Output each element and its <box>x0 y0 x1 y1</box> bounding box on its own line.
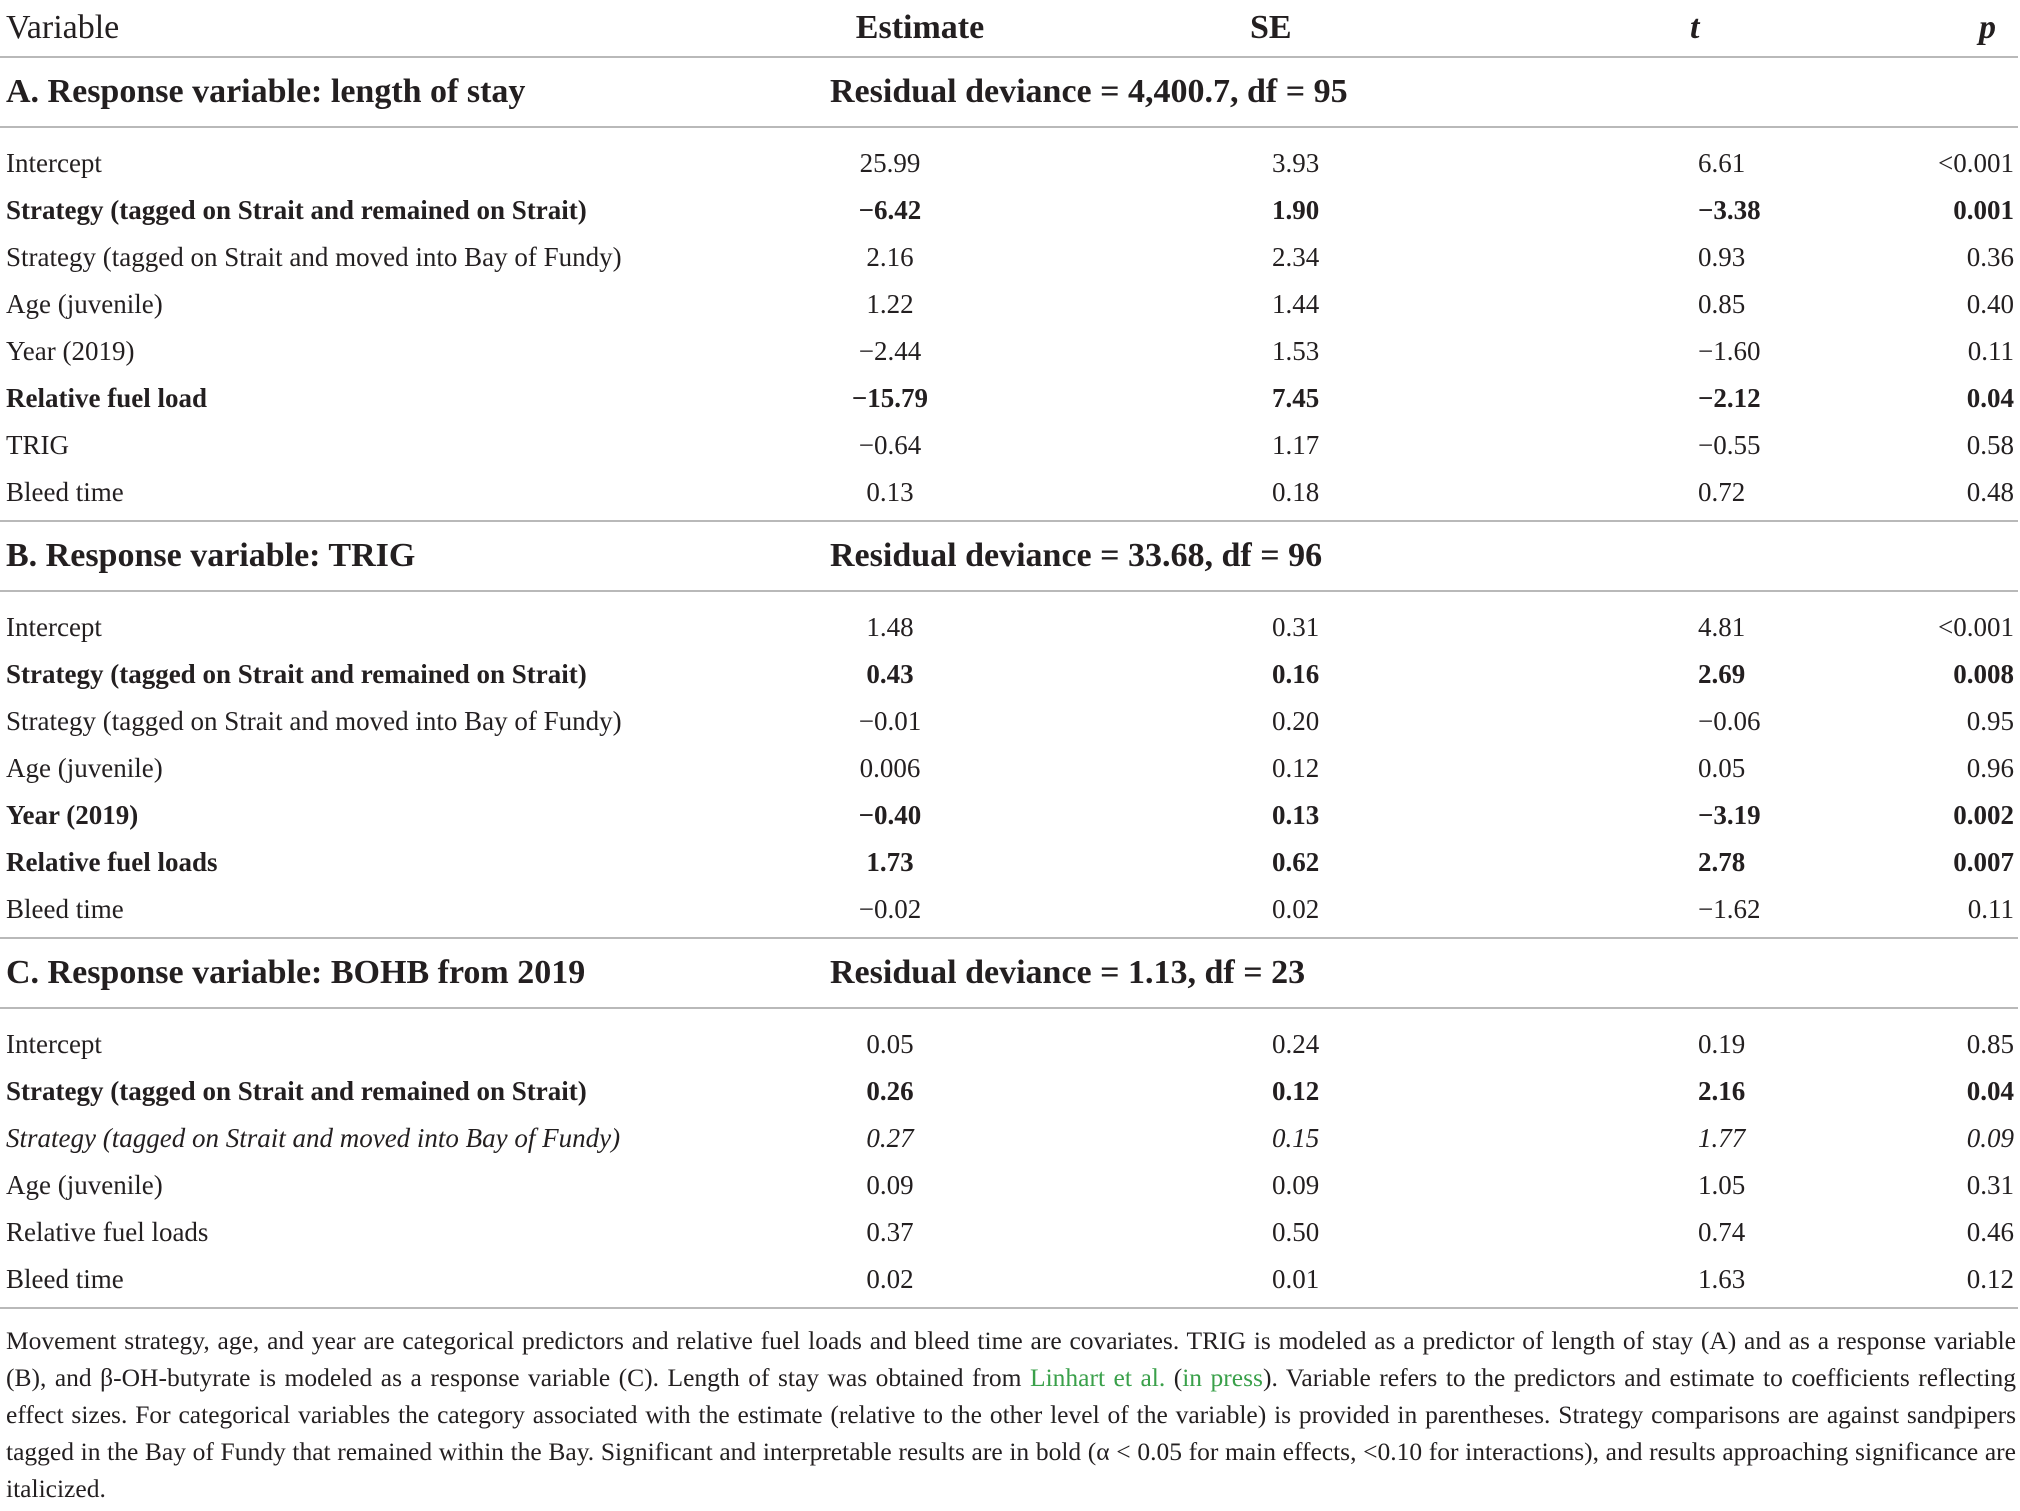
table-header <box>0 0 2018 57</box>
row-se: 0.20 <box>1272 706 1320 736</box>
table-row <box>0 281 2018 328</box>
section-spacer <box>1808 521 2018 591</box>
row-t: −0.06 <box>1698 706 1761 736</box>
row-estimate: −0.02 <box>740 886 1040 938</box>
row-p: 0.008 <box>1953 659 2014 689</box>
row-se: 0.24 <box>1272 1029 1320 1059</box>
section-title: A. Response variable: length of stay <box>0 57 740 127</box>
row-estimate: −6.42 <box>858 195 922 225</box>
row-t: 1.63 <box>1420 1256 1808 1308</box>
row-variable: Age (juvenile) <box>6 753 163 783</box>
row-variable: Age (juvenile) <box>6 1170 163 1200</box>
row-p: 0.12 <box>1808 1256 2018 1308</box>
row-variable: Bleed time <box>0 1256 740 1308</box>
row-estimate: −15.79 <box>851 383 929 413</box>
row-p: 0.09 <box>1966 1123 2014 1153</box>
row-variable: Bleed time <box>0 469 740 521</box>
row-p: 0.85 <box>1966 1029 2014 1059</box>
row-p: 0.40 <box>1966 289 2014 319</box>
row-t: 6.61 <box>1698 148 1746 178</box>
row-t: −3.38 <box>1698 195 1761 225</box>
row-t: 0.93 <box>1698 242 1746 272</box>
row-estimate: 0.27 <box>866 1123 914 1153</box>
table-body <box>0 57 2018 1308</box>
row-p: 0.007 <box>1953 847 2014 877</box>
section-header-row <box>0 521 2018 591</box>
row-t: 0.72 <box>1420 469 1808 521</box>
row-t: 2.78 <box>1698 847 1746 877</box>
row-variable: Year (2019) <box>6 336 135 366</box>
table-row <box>0 839 2018 886</box>
row-t: 1.05 <box>1698 1170 1746 1200</box>
row-t: 1.77 <box>1698 1123 1746 1153</box>
row-p: 0.36 <box>1966 242 2014 272</box>
header-se: SE <box>1040 0 1420 57</box>
row-variable: Strategy (tagged on Strait and moved into Bay of Fundy) <box>6 242 622 272</box>
row-se: 3.93 <box>1272 148 1320 178</box>
row-t: 0.85 <box>1698 289 1746 319</box>
section-title: B. Response variable: TRIG <box>0 521 740 591</box>
row-t: −1.60 <box>1698 336 1761 366</box>
row-p: 0.11 <box>1967 336 2014 366</box>
row-se: 0.13 <box>1272 800 1320 830</box>
row-variable: Strategy (tagged on Strait and moved into Bay of Fundy) <box>6 1123 621 1153</box>
row-se: 1.90 <box>1272 195 1320 225</box>
row-estimate: 0.43 <box>866 659 914 689</box>
citation-link-authors[interactable]: Linhart et al. <box>1030 1363 1166 1392</box>
row-estimate: 0.05 <box>866 1029 914 1059</box>
row-t: 0.19 <box>1698 1029 1746 1059</box>
row-p: <0.001 <box>1938 612 2014 642</box>
row-p: 0.58 <box>1966 430 2014 460</box>
row-estimate: 0.02 <box>740 1256 1040 1308</box>
row-variable: Strategy (tagged on Strait and remained on Strait) <box>6 659 587 689</box>
row-estimate: 0.37 <box>866 1217 914 1247</box>
row-p: 0.46 <box>1966 1217 2014 1247</box>
section-spacer <box>1808 57 2018 127</box>
row-p: 0.002 <box>1953 800 2014 830</box>
row-estimate: 2.16 <box>866 242 914 272</box>
row-se: 0.50 <box>1272 1217 1320 1247</box>
row-estimate: −2.44 <box>858 336 922 366</box>
table-row <box>0 127 2018 187</box>
row-variable: Age (juvenile) <box>6 289 163 319</box>
table-row <box>0 1115 2018 1162</box>
row-p: 0.11 <box>1808 886 2018 938</box>
table-row <box>0 469 2018 521</box>
table-row <box>0 651 2018 698</box>
row-variable: Year (2019) <box>6 800 139 830</box>
header-row <box>0 0 2018 57</box>
row-estimate: −0.01 <box>858 706 922 736</box>
row-variable: Strategy (tagged on Strait and remained on Strait) <box>6 1076 587 1106</box>
row-se: 2.34 <box>1272 242 1320 272</box>
row-estimate: 1.73 <box>866 847 914 877</box>
row-t: 0.74 <box>1698 1217 1746 1247</box>
row-se: 1.17 <box>1272 430 1320 460</box>
section-deviance: Residual deviance = 33.68, df = 96 <box>740 521 1808 591</box>
table-row <box>0 1008 2018 1068</box>
row-variable: Bleed time <box>0 886 740 938</box>
row-p: 0.96 <box>1966 753 2014 783</box>
table-row <box>0 422 2018 469</box>
row-t: −1.62 <box>1420 886 1808 938</box>
citation-link-in-press[interactable]: in press <box>1182 1363 1263 1392</box>
row-estimate: 0.13 <box>740 469 1040 521</box>
row-variable: Intercept <box>6 612 102 642</box>
row-p: 0.001 <box>1953 195 2014 225</box>
row-t: 0.05 <box>1698 753 1746 783</box>
table-row <box>0 698 2018 745</box>
row-se: 0.62 <box>1272 847 1320 877</box>
row-se: 0.18 <box>1040 469 1420 521</box>
footnote-text-2: ( <box>1165 1363 1183 1392</box>
row-se: 1.44 <box>1272 289 1320 319</box>
row-p: 0.04 <box>1966 383 2014 413</box>
row-variable: Relative fuel loads <box>6 847 218 877</box>
row-variable: Relative fuel load <box>6 383 207 413</box>
header-p: p <box>1808 0 2018 57</box>
table-row <box>0 745 2018 792</box>
row-p: <0.001 <box>1938 148 2014 178</box>
row-se: 0.01 <box>1040 1256 1420 1308</box>
row-variable: Intercept <box>6 1029 102 1059</box>
table-footnote <box>6 1322 2016 1507</box>
row-se: 7.45 <box>1272 383 1320 413</box>
row-p: 0.48 <box>1808 469 2018 521</box>
row-t: −3.19 <box>1698 800 1761 830</box>
row-estimate: −0.40 <box>858 800 922 830</box>
section-title: C. Response variable: BOHB from 2019 <box>0 938 740 1008</box>
section-header-row <box>0 57 2018 127</box>
table-row <box>0 187 2018 234</box>
row-variable: TRIG <box>6 430 69 460</box>
section-spacer <box>1808 938 2018 1008</box>
row-estimate: 0.09 <box>866 1170 914 1200</box>
row-estimate: 0.26 <box>866 1076 914 1106</box>
table-row <box>0 1256 2018 1308</box>
row-variable: Strategy (tagged on Strait and moved into Bay of Fundy) <box>6 706 622 736</box>
row-se: 0.12 <box>1272 1076 1320 1106</box>
table-row <box>0 591 2018 651</box>
footnote-text-3: ). Variable refers to the predictors and estimate to coefficients reflecting effect sizes. For categorical variables the category associated with the estimate (relative to the other level of the variable) is provided in parentheses. Strategy comparisons are against sandpipers tagged in the Bay of Fundy that remained within the Bay. Significant and interpretable results are in bold (α < 0.05 for main effects, <0.10 for interactions), and results approaching significance are italicized. <box>6 1363 2016 1503</box>
row-se: 0.16 <box>1272 659 1320 689</box>
row-estimate: −0.64 <box>858 430 922 460</box>
section-deviance: Residual deviance = 4,400.7, df = 95 <box>740 57 1808 127</box>
row-se: 0.15 <box>1272 1123 1320 1153</box>
row-se: 0.02 <box>1040 886 1420 938</box>
row-p: 0.04 <box>1966 1076 2014 1106</box>
header-estimate: Estimate <box>740 0 1040 57</box>
row-se: 0.09 <box>1272 1170 1320 1200</box>
table-row <box>0 1068 2018 1115</box>
row-t: 2.16 <box>1698 1076 1746 1106</box>
row-se: 0.31 <box>1272 612 1320 642</box>
header-variable: Variable <box>0 0 740 57</box>
row-estimate: 1.48 <box>866 612 914 642</box>
table-row <box>0 1162 2018 1209</box>
footnote-text-1: Movement strategy, age, and year are categorical predictors and relative fuel loads and bleed time are covariates. TRIG is modeled as a predictor of length of stay (A) and as a response variable (B), and β-OH-butyrate is modeled as a response variable (C). Length of stay was obtained from <box>6 1326 2016 1392</box>
row-variable: Strategy (tagged on Strait and remained on Strait) <box>6 195 587 225</box>
row-t: −2.12 <box>1698 383 1761 413</box>
table-row <box>0 1209 2018 1256</box>
row-p: 0.95 <box>1966 706 2014 736</box>
row-se: 0.12 <box>1272 753 1320 783</box>
row-variable: Relative fuel loads <box>6 1217 209 1247</box>
row-estimate: 0.006 <box>859 753 921 783</box>
row-t: 4.81 <box>1698 612 1746 642</box>
row-se: 1.53 <box>1272 336 1320 366</box>
section-header-row <box>0 938 2018 1008</box>
row-p: 0.31 <box>1966 1170 2014 1200</box>
table-row <box>0 234 2018 281</box>
row-estimate: 1.22 <box>866 289 914 319</box>
table-row <box>0 792 2018 839</box>
table-row <box>0 375 2018 422</box>
table-row <box>0 886 2018 938</box>
header-t: t <box>1420 0 1808 57</box>
row-estimate: 25.99 <box>859 148 921 178</box>
table-row <box>0 328 2018 375</box>
row-t: −0.55 <box>1698 430 1761 460</box>
section-deviance: Residual deviance = 1.13, df = 23 <box>740 938 1808 1008</box>
row-t: 2.69 <box>1698 659 1746 689</box>
row-variable: Intercept <box>6 148 102 178</box>
